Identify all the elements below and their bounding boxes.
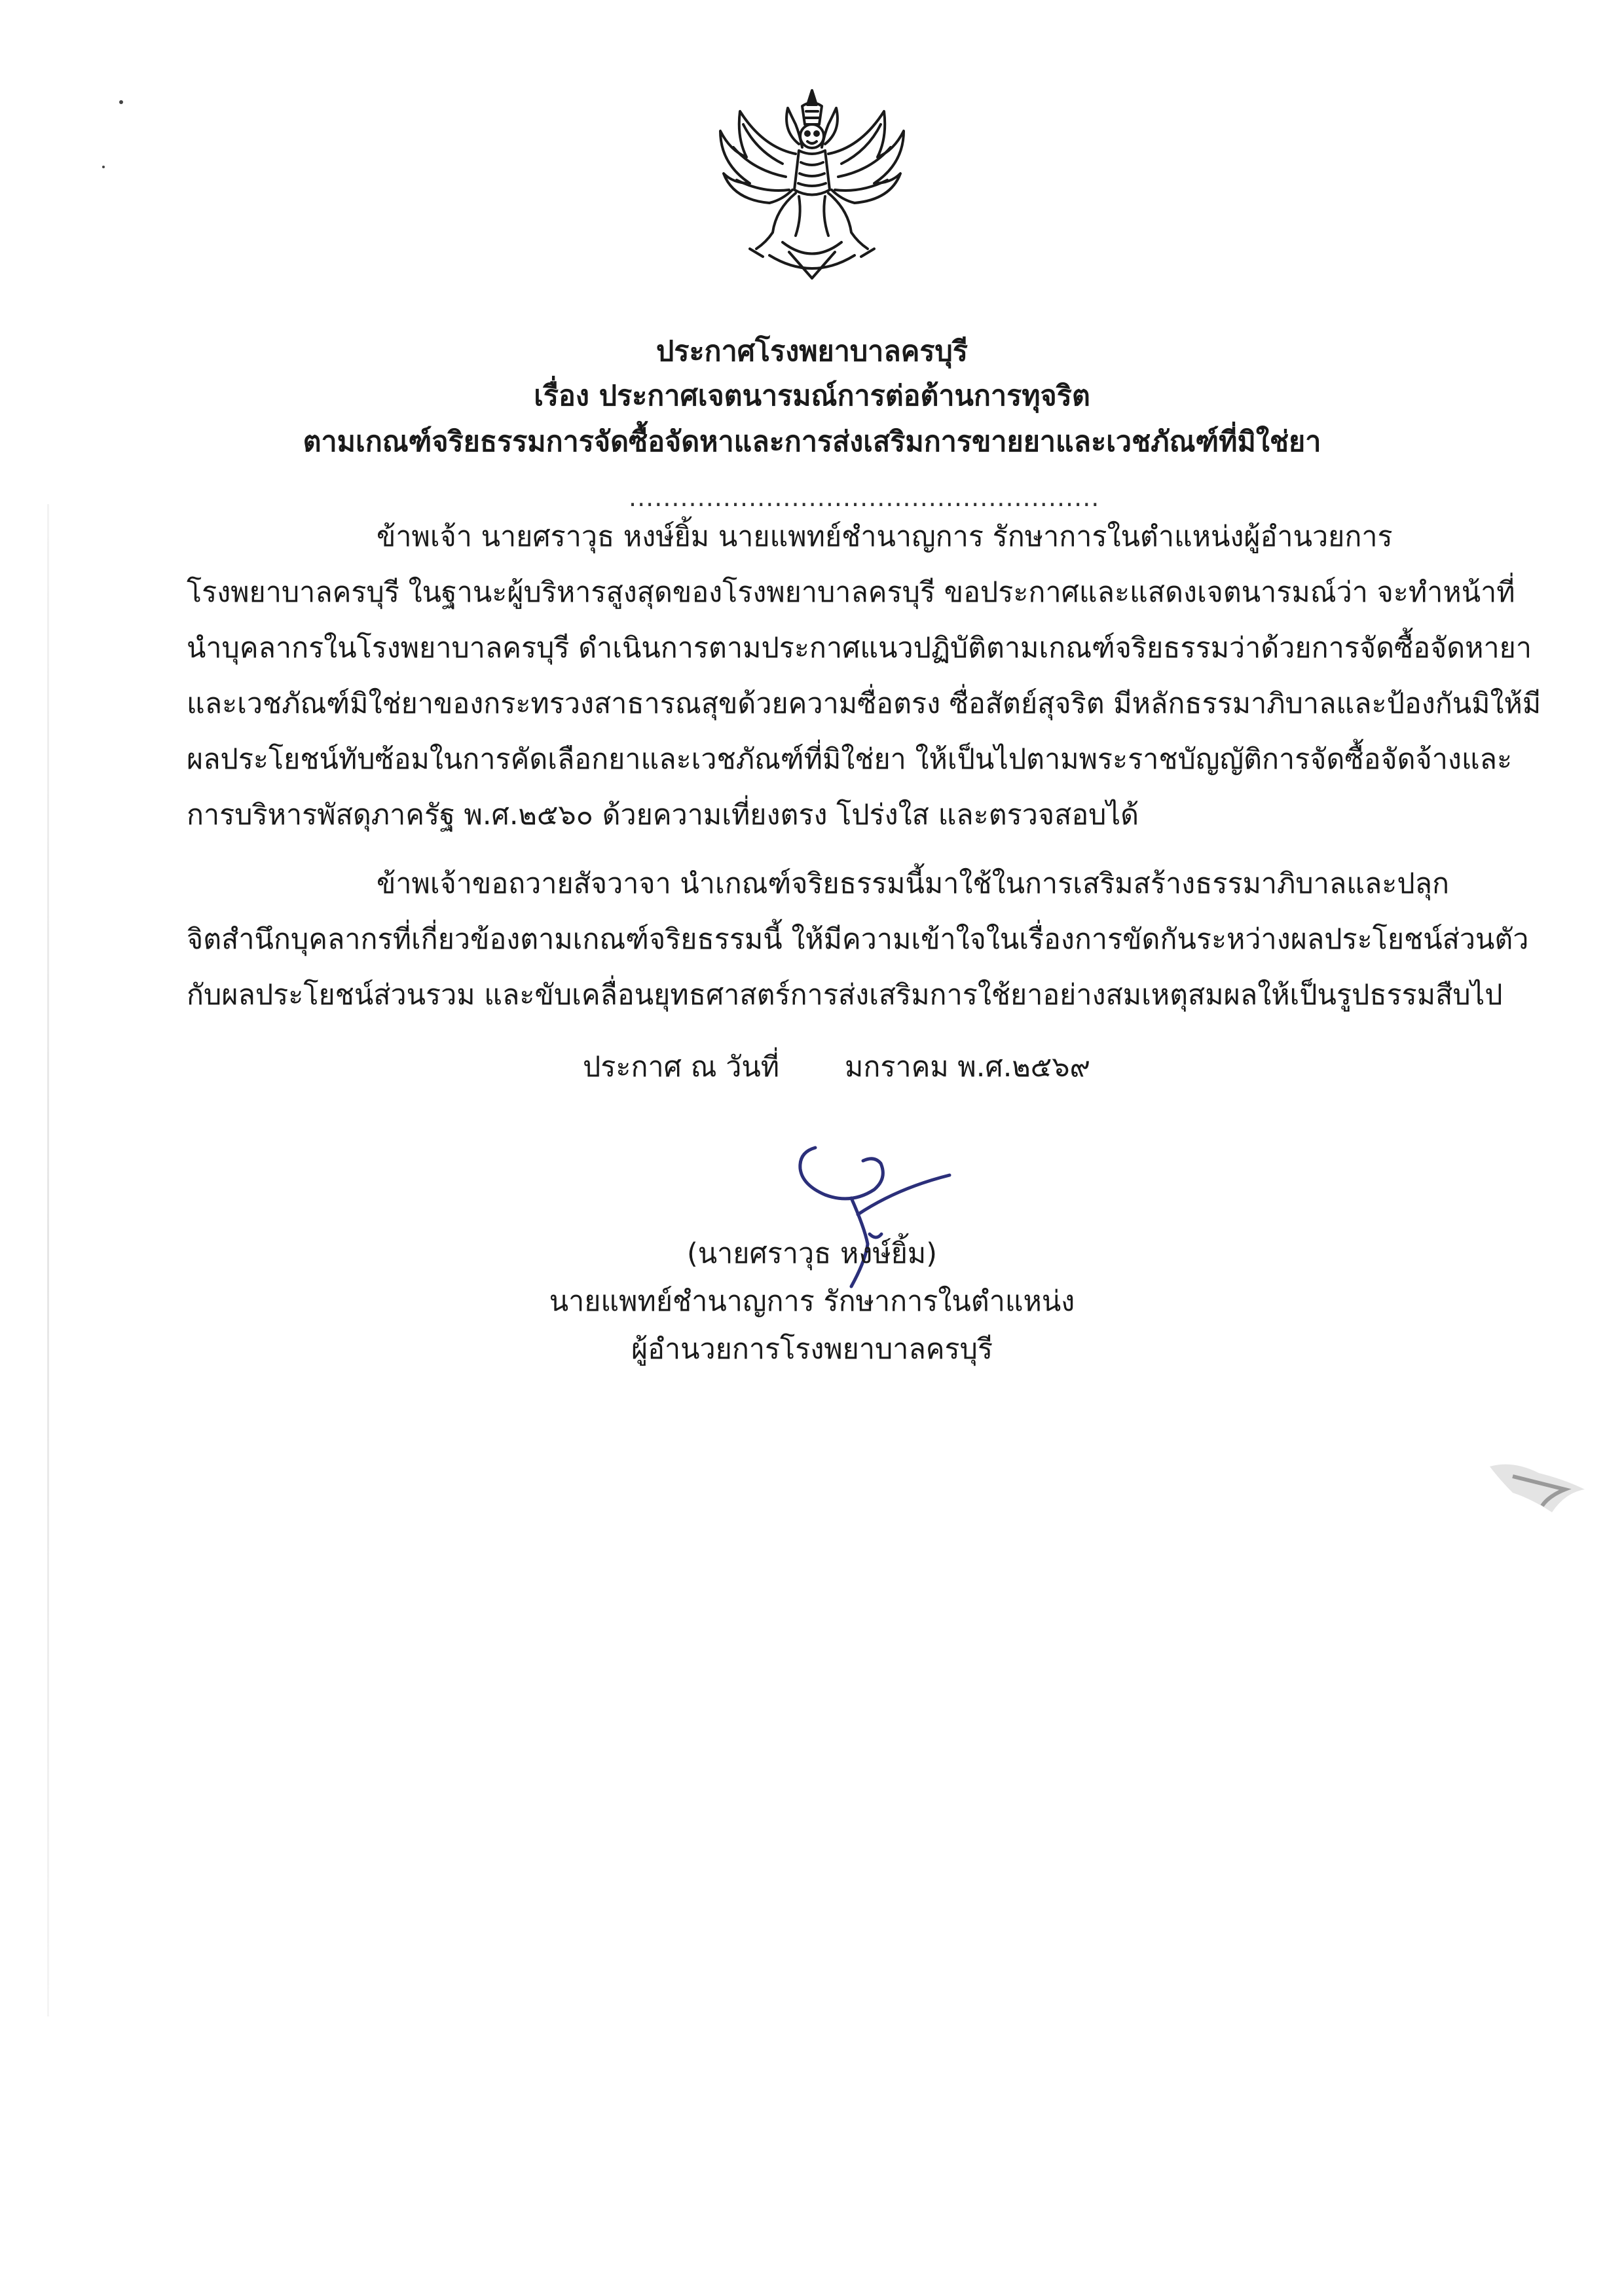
paragraph-1-line: โรงพยาบาลครบุรี ในฐานะผู้บริหารสูงสุดของโรงพยาบาลครบุรี ขอประกาศและแสดงเจตนารมณ์ว่า จะทำหน้าที่ xyxy=(187,576,1515,609)
scan-speck xyxy=(102,166,105,168)
signatory-organization: ผู้อำนวยการโรงพยาบาลครบุรี xyxy=(631,1333,993,1366)
garuda-emblem-icon xyxy=(704,85,920,282)
handwritten-signature xyxy=(753,1136,963,1306)
paragraph-2-line: จิตสำนึกบุคลากรที่เกี่ยวข้องตามเกณฑ์จริยธรรมนี้ ให้มีความเข้าใจในเรื่องการขัดกันระหว่างผลประโยชน์ส่วนตัว xyxy=(187,923,1529,956)
paragraph-1-line: การบริหารพัสดุภาครัฐ พ.ศ.๒๕๖๐ ด้วยความเที่ยงตรง โปร่งใส และตรวจสอบได้ xyxy=(187,799,1139,831)
paragraph-1-line: และเวชภัณฑ์มิใช่ยาของกระทรวงสาธารณสุขด้วยความซื่อตรง ซื่อสัตย์สุจริต มีหลักธรรมาภิบาลและป้องกันมิให้มี xyxy=(187,687,1541,720)
scan-speck xyxy=(119,100,123,104)
signatory-name: (นายศราวุธ หงษ์ยิ้ม) xyxy=(686,1237,938,1270)
date-prefix: ประกาศ ณ วันที่ xyxy=(583,1051,780,1084)
paragraph-1-line: ข้าพเจ้า นายศราวุธ หงษ์ยิ้ม นายแพทย์ชำนาญการ รักษาการในตำแหน่งผู้อำนวยการ xyxy=(377,520,1393,553)
announcement-title: ประกาศโรงพยาบาลครบุรี xyxy=(656,335,968,368)
scan-smudge xyxy=(1486,1453,1591,1525)
paragraph-1-line: นำบุคลากรในโรงพยาบาลครบุรี ดำเนินการตามประกาศแนวปฏิบัติตามเกณฑ์จริยธรรมว่าด้วยการจัดซื้อจัดหายา xyxy=(187,632,1532,665)
paragraph-2-line: กับผลประโยชน์ส่วนรวม และขับเคลื่อนยุทธศาสตร์การส่งเสริมการใช้ยาอย่างสมเหตุสมผลให้เป็นรูปธรรมสืบไป xyxy=(187,979,1503,1011)
paragraph-1-line: ผลประโยชน์ทับซ้อมในการคัดเลือกยาและเวชภัณฑ์ที่มิใช่ยา ให้เป็นไปตามพระราชบัญญัติการจัดซื้อจัดจ้างและ xyxy=(187,743,1513,776)
announcement-criteria: ตามเกณฑ์จริยธรรมการจัดซื้อจัดหาและการส่งเสริมการขายยาและเวชภัณฑ์ที่มิใช่ยา xyxy=(303,426,1321,458)
date-month-year: มกราคม พ.ศ.๒๕๖๙ xyxy=(845,1051,1091,1084)
title-separator: ....................................................... xyxy=(629,483,1100,512)
announcement-subject: เรื่อง ประกาศเจตนารมณ์การต่อต้านการทุจริต xyxy=(534,380,1090,412)
paragraph-2-line: ข้าพเจ้าขอถวายสัจวาจา นำเกณฑ์จริยธรรมนี้มาใช้ในการเสริมสร้างธรรมาภิบาลและปลุก xyxy=(377,867,1450,900)
signatory-position: นายแพทย์ชำนาญการ รักษาการในตำแหน่ง xyxy=(549,1285,1075,1318)
